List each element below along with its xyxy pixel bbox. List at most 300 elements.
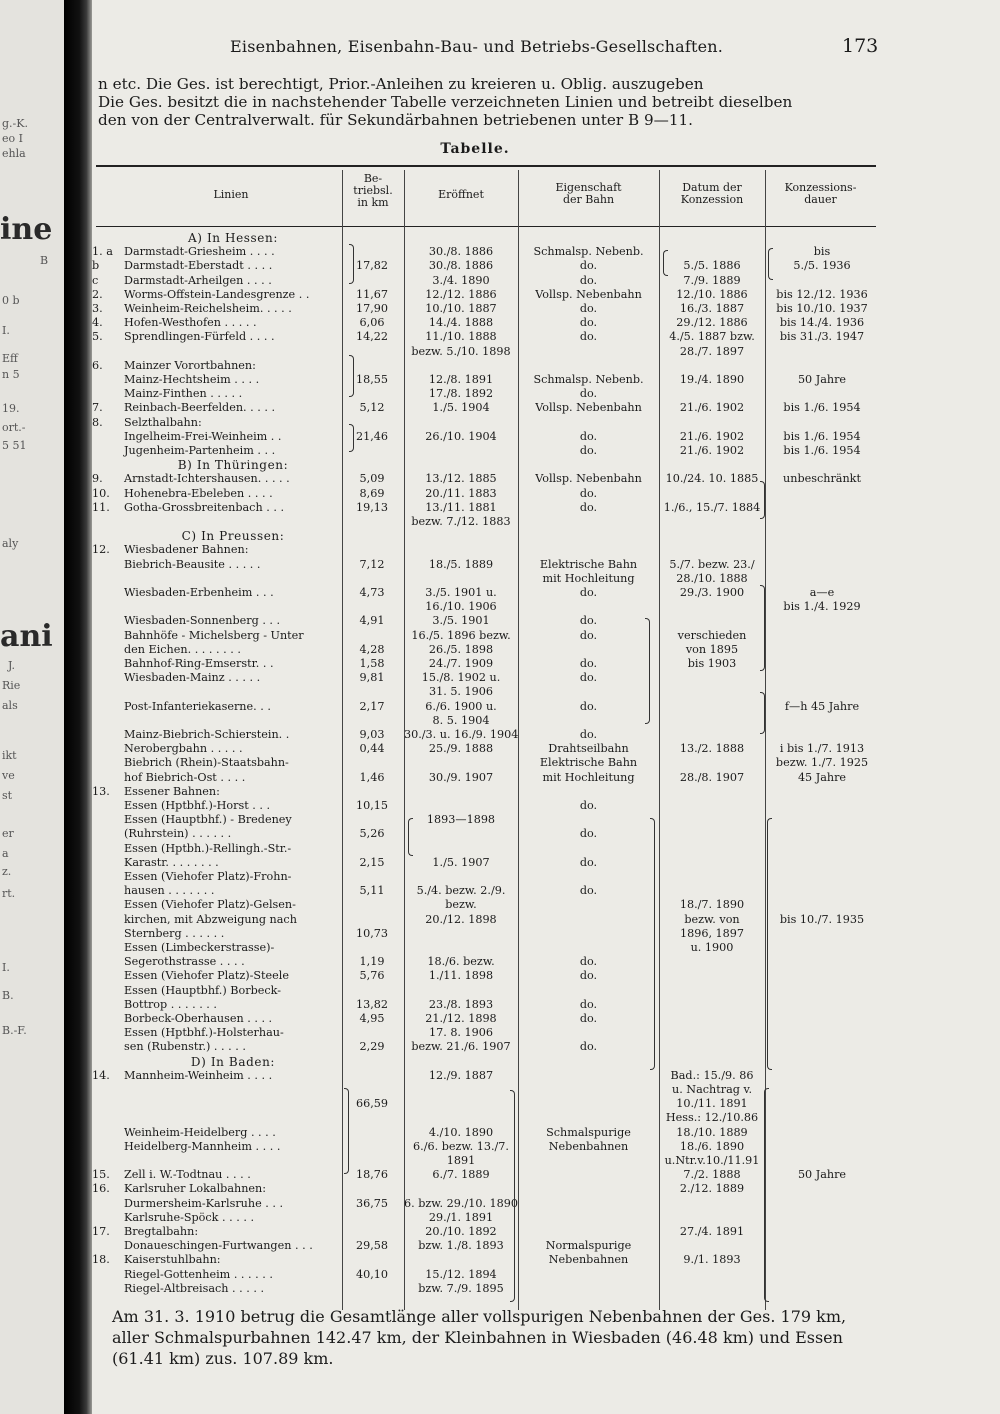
row-length-km: 17,82 bbox=[355, 259, 389, 273]
row-concession-date: u. Nachtrag v. bbox=[671, 1083, 753, 1096]
row-line-name: Ingelheim-Frei-Weinheim . . bbox=[124, 429, 282, 443]
row-opened-date: 4./10. 1890 bbox=[428, 1125, 494, 1139]
row-rail-type: do. bbox=[579, 444, 598, 457]
row-opened-date: 25./9. 1888 bbox=[428, 742, 494, 756]
row-line-name: Heidelberg-Mannheim . . . . bbox=[124, 1139, 281, 1153]
row-opened-date: bzw. 1./8. 1893 bbox=[418, 1239, 504, 1253]
intro-line: n etc. Die Ges. ist berechtigt, Prior.-Anleihen zu kreieren u. Oblig. auszugeben bbox=[98, 75, 704, 93]
row-concession-duration: 45 Jahre bbox=[797, 770, 847, 784]
row-line-name: Weinheim-Heidelberg . . . . bbox=[124, 1125, 276, 1139]
group-brace bbox=[760, 692, 765, 734]
row-concession-duration: bis 31./3. 1947 bbox=[779, 330, 865, 344]
row-number: 1. a bbox=[92, 245, 113, 259]
row-opened-date: 30./9. 1907 bbox=[428, 770, 494, 784]
row-concession-date: bezw. von bbox=[684, 912, 740, 926]
table-header-rule bbox=[96, 226, 876, 227]
book-spine-shadow bbox=[64, 0, 92, 1414]
row-line-name: Darmstadt-Arheilgen . . . . bbox=[124, 273, 272, 287]
row-length-km: 1,19 bbox=[359, 955, 385, 969]
row-rail-type: do. bbox=[579, 614, 598, 628]
row-length-km: 5,76 bbox=[359, 969, 385, 983]
row-line-name: kirchen, mit Abzweigung nach bbox=[124, 912, 297, 926]
row-length-km: 14,22 bbox=[355, 330, 389, 344]
margin-fragment: eo I bbox=[2, 132, 23, 145]
row-opened-date: 6./6. 1900 u. bbox=[425, 699, 497, 713]
row-opened-date: 26./5. 1898 bbox=[428, 642, 494, 656]
row-rail-type: do. bbox=[579, 273, 598, 287]
row-opened-date: 20./10. 1892 bbox=[425, 1225, 497, 1238]
row-concession-duration: bis 12./12. 1936 bbox=[776, 287, 868, 301]
row-concession-date: von 1895 bbox=[685, 642, 739, 656]
row-concession-date: 21./6. 1902 bbox=[679, 429, 745, 443]
row-opened-date: 21./12. 1898 bbox=[425, 1012, 497, 1025]
margin-fragment: n 5 bbox=[2, 368, 20, 381]
row-concession-date: 21./6. 1902 bbox=[679, 401, 745, 415]
row-rail-type: do. bbox=[579, 500, 598, 514]
row-line-name: sen (Rubenstr.) . . . . . bbox=[124, 1040, 246, 1054]
row-line-name: Segerothstrasse . . . . bbox=[124, 955, 245, 969]
row-line-name: Wiesbaden-Sonnenberg . . . bbox=[124, 614, 281, 628]
row-rail-type: Schmalspurige bbox=[546, 1125, 631, 1139]
row-concession-date: 7./9. 1889 bbox=[683, 273, 741, 287]
row-concession-date: 10./11. 1891 bbox=[676, 1097, 748, 1111]
row-line-name: Hofen-Westhofen . . . . . bbox=[124, 316, 257, 330]
row-opened-date: 10./10. 1887 bbox=[425, 302, 497, 315]
row-number: 9. bbox=[92, 472, 103, 486]
col-header-linien: Linien bbox=[213, 188, 249, 201]
row-opened-date: 6. bzw. 29./10. 1890 bbox=[404, 1196, 519, 1210]
row-opened-date: 14./4. 1888 bbox=[428, 316, 494, 330]
row-rail-type: do. bbox=[579, 1012, 598, 1025]
row-concession-date: 12./10. 1886 bbox=[676, 287, 748, 301]
row-line-name: Wiesbaden-Erbenheim . . . bbox=[124, 586, 274, 599]
row-line-name: Weinheim-Reichelsheim. . . . . bbox=[124, 302, 292, 315]
row-concession-duration: bis 1./6. 1954 bbox=[783, 444, 861, 457]
row-number: 12. bbox=[92, 543, 110, 557]
row-opened-date: 29./1. 1891 bbox=[428, 1210, 494, 1224]
row-line-name: D) In Baden: bbox=[190, 1054, 276, 1069]
margin-fragment: z. bbox=[2, 865, 12, 878]
row-concession-date: Bad.: 15./9. 86 bbox=[670, 1068, 754, 1082]
row-line-name: Essen (Hauptbhf.) Borbeck- bbox=[124, 983, 281, 997]
row-rail-type: do. bbox=[579, 884, 598, 898]
row-rail-type: do. bbox=[579, 259, 598, 273]
margin-fragment: ikt bbox=[2, 749, 17, 762]
row-number: c bbox=[92, 273, 99, 287]
row-concession-date: 19./4. 1890 bbox=[679, 373, 745, 386]
row-opened-date: 15./8. 1902 u. bbox=[421, 671, 501, 685]
row-line-name: Biebrich-Beausite . . . . . bbox=[124, 557, 261, 571]
row-rail-type: do. bbox=[579, 586, 598, 599]
row-opened-date: 15./12. 1894 bbox=[425, 1267, 497, 1281]
row-concession-duration: 50 Jahre bbox=[797, 1168, 847, 1182]
col-header-betrieb: Be- triebsl. in km bbox=[353, 172, 393, 210]
row-opened-date: 13./12. 1885 bbox=[425, 472, 497, 486]
row-concession-date: 28./8. 1907 bbox=[679, 770, 745, 784]
col-header-eigenschaft: Eigenschaft der Bahn bbox=[555, 181, 622, 207]
row-line-name: Essen (Hptbh.)-Rellingh.-Str.- bbox=[124, 841, 292, 855]
row-opened-date: 26./10. 1904 bbox=[425, 429, 497, 443]
intro-line: Die Ges. besitzt die in nachstehender Tabelle verzeichneten Linien und betreibt dieselben bbox=[98, 93, 793, 111]
group-brace bbox=[349, 424, 354, 452]
row-rail-type: do. bbox=[579, 827, 598, 841]
footer-line: aller Schmalspurbahnen 142.47 km, der Kleinbahnen in Wiesbaden (46.48 km) und Essen bbox=[112, 1328, 843, 1347]
row-line-name: Darmstadt-Eberstadt . . . . bbox=[124, 259, 273, 273]
row-number: b bbox=[92, 259, 100, 273]
row-opened-date: bezw. bbox=[445, 898, 477, 912]
row-concession-date: bis 1903 bbox=[687, 657, 737, 670]
margin-fragment: Rie bbox=[2, 679, 21, 692]
row-concession-date: 1896, 1897 bbox=[679, 926, 745, 940]
row-line-name: Zell i. W.-Todtnau . . . . bbox=[124, 1168, 251, 1182]
row-opened-date: 20./11. 1883 bbox=[425, 486, 497, 500]
col-header-datum: Datum der Konzession bbox=[680, 181, 744, 207]
row-line-name: A) In Hessen: bbox=[187, 231, 278, 245]
row-line-name: Bregtalbahn: bbox=[124, 1225, 199, 1238]
row-concession-date: 4./5. 1887 bzw. bbox=[669, 330, 755, 344]
row-line-name: Bottrop . . . . . . . bbox=[124, 997, 217, 1011]
row-line-name: Gotha-Grossbreitenbach . . . bbox=[124, 500, 284, 514]
row-opened-date: 3./5. 1901 u. bbox=[425, 586, 497, 599]
row-concession-date: 9./1. 1893 bbox=[683, 1253, 741, 1267]
row-opened-date: 3./4. 1890 bbox=[432, 273, 490, 287]
row-line-name: Darmstadt-Griesheim . . . . bbox=[124, 245, 275, 259]
row-concession-duration: bis 10./7. 1935 bbox=[779, 912, 865, 926]
row-rail-type: do. bbox=[579, 316, 598, 330]
row-opened-date: 8. 5. 1904 bbox=[432, 713, 490, 727]
row-line-name: Essen (Hauptbhf.) - Bredeney bbox=[124, 813, 292, 827]
row-opened-date: 12./9. 1887 bbox=[428, 1068, 494, 1082]
margin-fragment: 19. bbox=[2, 402, 20, 415]
row-concession-date: 28./7. 1897 bbox=[679, 344, 745, 358]
row-concession-duration: bis 1./6. 1954 bbox=[783, 429, 861, 443]
row-rail-type: do. bbox=[579, 728, 598, 741]
row-rail-type: mit Hochleitung bbox=[542, 770, 635, 784]
row-concession-date: 10./24. 10. 1885 bbox=[665, 472, 759, 486]
margin-fragment: J. bbox=[8, 659, 16, 672]
row-rail-type: mit Hochleitung bbox=[542, 571, 635, 585]
row-line-name: Essen (Hptbhf.)-Horst . . . bbox=[124, 799, 271, 812]
row-line-name: Reinbach-Beerfelden. . . . . bbox=[124, 401, 276, 415]
row-line-name: Wiesbadener Bahnen: bbox=[124, 543, 249, 557]
margin-fragment: Eff bbox=[2, 352, 18, 365]
margin-fragment: ort.- bbox=[2, 421, 26, 434]
group-brace bbox=[663, 250, 668, 276]
row-rail-type: Vollsp. Nebenbahn bbox=[535, 472, 642, 486]
margin-fragment: als bbox=[2, 699, 18, 712]
margin-fragment: ehla bbox=[2, 147, 26, 160]
row-opened-date: 1./11. 1898 bbox=[428, 969, 494, 983]
row-line-name: Essener Bahnen: bbox=[124, 784, 220, 798]
row-line-name: Arnstadt-Ichtershausen. . . . . bbox=[124, 472, 290, 486]
group-brace bbox=[344, 1088, 349, 1174]
row-concession-duration: 5./5. 1936 bbox=[793, 259, 851, 273]
row-line-name: Borbeck-Oberhausen . . . . bbox=[124, 1012, 273, 1025]
row-number: 10. bbox=[92, 486, 110, 500]
row-number: 8. bbox=[92, 415, 103, 429]
row-line-name: Wiesbaden-Mainz . . . . . bbox=[124, 671, 261, 685]
row-line-name: Essen (Hptbhf.)-Holsterhau- bbox=[124, 1026, 284, 1040]
row-concession-duration: bis 14./4. 1936 bbox=[779, 316, 865, 330]
footer-line: (61.41 km) zus. 107.89 km. bbox=[112, 1349, 334, 1368]
row-length-km: 8,69 bbox=[359, 486, 385, 500]
row-number: 6. bbox=[92, 358, 103, 372]
row-line-name: (Ruhrstein) . . . . . . bbox=[124, 827, 232, 841]
row-line-name: Bahnhöfe - Michelsberg - Unter bbox=[124, 628, 304, 642]
row-number: 2. bbox=[92, 287, 103, 301]
row-length-km: 6,06 bbox=[359, 316, 385, 330]
row-line-name: Sternberg . . . . . . bbox=[124, 926, 225, 940]
row-line-name: Mannheim-Weinheim . . . . bbox=[124, 1068, 273, 1082]
row-rail-type: Nebenbahnen bbox=[548, 1253, 629, 1267]
group-brace bbox=[349, 244, 354, 284]
row-rail-type: do. bbox=[579, 429, 598, 443]
row-length-km: 1,46 bbox=[359, 770, 385, 784]
group-brace bbox=[510, 1090, 515, 1302]
row-rail-type: do. bbox=[579, 1040, 598, 1054]
margin-fragment: ani bbox=[0, 619, 53, 654]
row-length-km: 1,58 bbox=[359, 657, 385, 670]
row-line-name: Hohenebra-Ebeleben . . . . bbox=[124, 486, 273, 500]
row-opened-date: 3./5. 1901 bbox=[432, 614, 490, 628]
row-length-km: 5,12 bbox=[359, 401, 385, 415]
group-brace bbox=[349, 355, 354, 397]
row-opened-date: 6./7. 1889 bbox=[432, 1168, 490, 1182]
margin-fragment: aly bbox=[2, 537, 19, 550]
row-rail-type: do. bbox=[579, 486, 598, 500]
row-concession-duration: bezw. 1./7. 1925 bbox=[775, 756, 869, 770]
row-rail-type: Elektrische Bahn bbox=[539, 756, 638, 770]
row-line-name: Jugenheim-Partenheim . . . bbox=[124, 444, 276, 457]
row-line-name: Essen (Viehofer Platz)-Gelsen- bbox=[124, 898, 296, 912]
row-rail-type: do. bbox=[579, 699, 598, 713]
row-number: 17. bbox=[92, 1225, 110, 1238]
row-number: 11. bbox=[92, 500, 110, 514]
row-length-km: 2,17 bbox=[359, 699, 385, 713]
row-length-km: 4,91 bbox=[359, 614, 385, 628]
row-number: 3. bbox=[92, 302, 103, 315]
row-opened-date: 11./10. 1888 bbox=[425, 330, 497, 344]
row-concession-duration: unbeschränkt bbox=[783, 472, 861, 486]
row-line-name: C) In Preussen: bbox=[181, 529, 285, 544]
running-header: Eisenbahnen, Eisenbahn-Bau- und Betriebs-Gesellschaften. bbox=[230, 37, 724, 56]
row-opened-date: 12./12. 1886 bbox=[425, 287, 497, 301]
row-opened-date: 12./8. 1891 bbox=[428, 373, 494, 386]
table-top-rule bbox=[96, 165, 876, 167]
row-concession-duration: bis 10./10. 1937 bbox=[776, 302, 868, 315]
group-brace bbox=[764, 1088, 769, 1302]
row-rail-type: do. bbox=[579, 330, 598, 344]
row-length-km: 19,13 bbox=[355, 500, 389, 514]
row-line-name: den Eichen. . . . . . . . bbox=[124, 642, 241, 656]
row-line-name: hausen . . . . . . . bbox=[124, 884, 215, 898]
row-concession-date: 18./10. 1889 bbox=[676, 1125, 748, 1139]
row-rail-type: Nebenbahnen bbox=[548, 1139, 629, 1153]
row-line-name: Selzthalbahn: bbox=[124, 415, 202, 429]
row-rail-type: Schmalsp. Nebenb. bbox=[533, 373, 644, 386]
row-rail-type: Drahtseilbahn bbox=[548, 742, 629, 756]
row-opened-date: 16./5. 1896 bezw. bbox=[411, 628, 511, 642]
row-line-name: Mainz-Hechtsheim . . . . bbox=[124, 373, 260, 386]
row-concession-date: 1./6., 15./7. 1884 bbox=[663, 500, 761, 514]
row-opened-date: 24./7. 1909 bbox=[428, 657, 494, 670]
margin-fragment: a bbox=[2, 847, 9, 860]
row-length-km: 4,28 bbox=[359, 642, 385, 656]
row-opened-date: 1./5. 1904 bbox=[432, 401, 490, 415]
row-opened-date: 17./8. 1892 bbox=[428, 387, 494, 401]
row-length-km: 29,58 bbox=[355, 1239, 389, 1253]
row-length-km: 11,67 bbox=[355, 287, 389, 301]
row-line-name: Post-Infanteriekaserne. . . bbox=[124, 699, 271, 713]
row-rail-type: Vollsp. Nebenbahn bbox=[535, 401, 642, 415]
row-concession-date: Hess.: 12./10.86 bbox=[665, 1111, 759, 1125]
margin-fragment: 5 51 bbox=[2, 439, 27, 452]
row-line-name: Mainz-Biebrich-Schierstein. . bbox=[124, 728, 290, 741]
row-concession-date: 28./10. 1888 bbox=[676, 571, 748, 585]
margin-fragment: g.-K. bbox=[2, 117, 28, 130]
row-rail-type: do. bbox=[579, 955, 598, 969]
row-concession-date: u.Ntr.v.10./11.91 bbox=[664, 1154, 760, 1167]
footer-line: Am 31. 3. 1910 betrug die Gesamtlänge aller vollspurigen Nebenbahnen der Ges. 179 km, bbox=[112, 1307, 847, 1326]
row-length-km: 0,44 bbox=[359, 742, 385, 756]
row-rail-type: do. bbox=[579, 855, 598, 869]
row-concession-duration: bis 1./6. 1954 bbox=[783, 401, 861, 415]
margin-fragment: ve bbox=[2, 769, 15, 782]
row-line-name: Durmersheim-Karlsruhe . . . bbox=[124, 1196, 284, 1210]
margin-fragment: B.-F. bbox=[2, 1024, 27, 1037]
row-length-km: 9,03 bbox=[359, 728, 385, 741]
row-opened-date: 30./3. u. 16./9. 1904 bbox=[404, 728, 519, 741]
margin-fragment: rt. bbox=[2, 887, 16, 900]
row-opened-date: bezw. 21./6. 1907 bbox=[411, 1040, 511, 1054]
margin-fragment: I. bbox=[2, 961, 10, 974]
group-brace bbox=[768, 248, 773, 280]
group-brace bbox=[408, 818, 413, 856]
row-rail-type: do. bbox=[579, 997, 598, 1011]
row-length-km: 4,73 bbox=[359, 586, 385, 599]
group-brace bbox=[650, 818, 655, 1070]
row-number: 5. bbox=[92, 330, 103, 344]
row-rail-type: do. bbox=[579, 628, 598, 642]
row-concession-date: verschieden bbox=[677, 628, 747, 642]
row-concession-date: 18./7. 1890 bbox=[679, 898, 745, 912]
margin-fragment: I. bbox=[2, 324, 10, 337]
column-divider bbox=[342, 170, 343, 1310]
row-opened-date: 16./10. 1906 bbox=[425, 600, 497, 614]
row-rail-type: Normalspurige bbox=[545, 1239, 632, 1253]
row-concession-date: 27./4. 1891 bbox=[679, 1225, 745, 1238]
row-length-km: 66,59 bbox=[355, 1097, 389, 1111]
row-concession-date: 29./12. 1886 bbox=[676, 316, 748, 330]
row-opened-date: 30./8. 1886 bbox=[428, 259, 494, 273]
row-opened-date: 18./5. 1889 bbox=[428, 557, 494, 571]
row-line-name: Essen (Limbeckerstrasse)- bbox=[124, 941, 275, 954]
group-brace bbox=[760, 585, 765, 671]
row-length-km: 36,75 bbox=[355, 1196, 389, 1210]
row-concession-duration: i bis 1./7. 1913 bbox=[779, 742, 865, 756]
row-line-name: Riegel-Altbreisach . . . . . bbox=[124, 1281, 265, 1295]
row-rail-type: do. bbox=[579, 302, 598, 315]
intro-line: den von der Centralverwalt. für Sekundärbahnen betriebenen unter B 9—11. bbox=[98, 111, 693, 129]
row-line-name: Bahnhof-Ring-Emserstr. . . bbox=[124, 657, 274, 670]
row-rail-type: Elektrische Bahn bbox=[539, 557, 638, 571]
row-opened-date: 23./8. 1893 bbox=[428, 997, 494, 1011]
row-opened-date: 5./4. bezw. 2./9. bbox=[416, 884, 506, 898]
row-opened-date: 1893—1898 bbox=[426, 813, 496, 827]
page-number: 173 bbox=[842, 35, 879, 57]
row-length-km: 5,11 bbox=[359, 884, 385, 898]
row-line-name: hof Biebrich-Ost . . . . bbox=[124, 770, 246, 784]
row-line-name: Donaueschingen-Furtwangen . . . bbox=[124, 1239, 313, 1253]
row-line-name: Karlsruhe-Spöck . . . . . bbox=[124, 1210, 255, 1224]
row-opened-date: 30./8. 1886 bbox=[428, 245, 494, 259]
col-header-eroeffnet: Eröffnet bbox=[438, 188, 484, 201]
row-length-km: 5,09 bbox=[359, 472, 385, 486]
row-line-name: Karlsruher Lokalbahnen: bbox=[124, 1182, 267, 1196]
row-number: 14. bbox=[92, 1068, 110, 1082]
row-opened-date: 31. 5. 1906 bbox=[428, 685, 494, 699]
row-line-name: Riegel-Gottenheim . . . . . . bbox=[124, 1267, 273, 1281]
row-opened-date: 18./6. bezw. bbox=[427, 955, 495, 969]
row-opened-date: bzw. 7./9. 1895 bbox=[418, 1281, 504, 1295]
row-length-km: 10,73 bbox=[355, 926, 389, 940]
row-opened-date: 20./12. 1898 bbox=[425, 912, 497, 926]
row-rail-type: do. bbox=[579, 657, 598, 670]
margin-fragment: er bbox=[2, 827, 14, 840]
row-rail-type: do. bbox=[579, 387, 598, 401]
margin-fragment: st bbox=[2, 789, 13, 802]
row-length-km: 40,10 bbox=[355, 1267, 389, 1281]
row-line-name: Worms-Offstein-Landesgrenze . . bbox=[124, 287, 310, 301]
facing-page-margin bbox=[0, 0, 66, 1414]
row-line-name: Kaiserstuhlbahn: bbox=[124, 1253, 221, 1267]
row-length-km: 18,76 bbox=[355, 1168, 389, 1182]
row-opened-date: bezw. 7./12. 1883 bbox=[411, 515, 511, 528]
row-concession-date: u. 1900 bbox=[690, 941, 734, 954]
row-rail-type: do. bbox=[579, 671, 598, 685]
row-concession-date: 16./3. 1887 bbox=[679, 302, 745, 315]
row-opened-date: 17. 8. 1906 bbox=[428, 1026, 494, 1040]
row-opened-date: 1891 bbox=[446, 1154, 476, 1167]
row-rail-type: do. bbox=[579, 969, 598, 983]
row-concession-duration: bis bbox=[813, 245, 831, 259]
row-rail-type: do. bbox=[579, 799, 598, 812]
row-concession-date: 21./6. 1902 bbox=[679, 444, 745, 457]
row-length-km: 17,90 bbox=[355, 302, 389, 315]
row-number: 13. bbox=[92, 784, 110, 798]
row-concession-date: 13./2. 1888 bbox=[679, 742, 745, 756]
row-opened-date: 6./6. bezw. 13./7. bbox=[413, 1139, 509, 1153]
row-length-km: 2,15 bbox=[359, 855, 385, 869]
row-opened-date: bezw. 5./10. 1898 bbox=[411, 344, 511, 358]
row-concession-date: 29./3. 1900 bbox=[679, 586, 745, 599]
row-concession-date: 2./12. 1889 bbox=[679, 1182, 745, 1196]
row-concession-duration: 50 Jahre bbox=[797, 373, 847, 386]
row-concession-date: 5./5. 1886 bbox=[683, 259, 741, 273]
row-concession-duration: f—h 45 Jahre bbox=[784, 699, 860, 713]
row-length-km: 4,95 bbox=[359, 1012, 385, 1025]
row-length-km: 5,26 bbox=[359, 827, 385, 841]
margin-fragment: B bbox=[40, 254, 49, 267]
row-length-km: 21,46 bbox=[355, 429, 389, 443]
margin-fragment: ine bbox=[0, 212, 53, 247]
row-line-name: B) In Thüringen: bbox=[177, 458, 289, 473]
row-line-name: Mainzer Vorortbahnen: bbox=[124, 358, 256, 372]
group-brace bbox=[760, 481, 765, 519]
row-number: 18. bbox=[92, 1253, 110, 1267]
row-rail-type: Vollsp. Nebenbahn bbox=[535, 287, 642, 301]
row-concession-duration: a—e bbox=[809, 586, 835, 599]
